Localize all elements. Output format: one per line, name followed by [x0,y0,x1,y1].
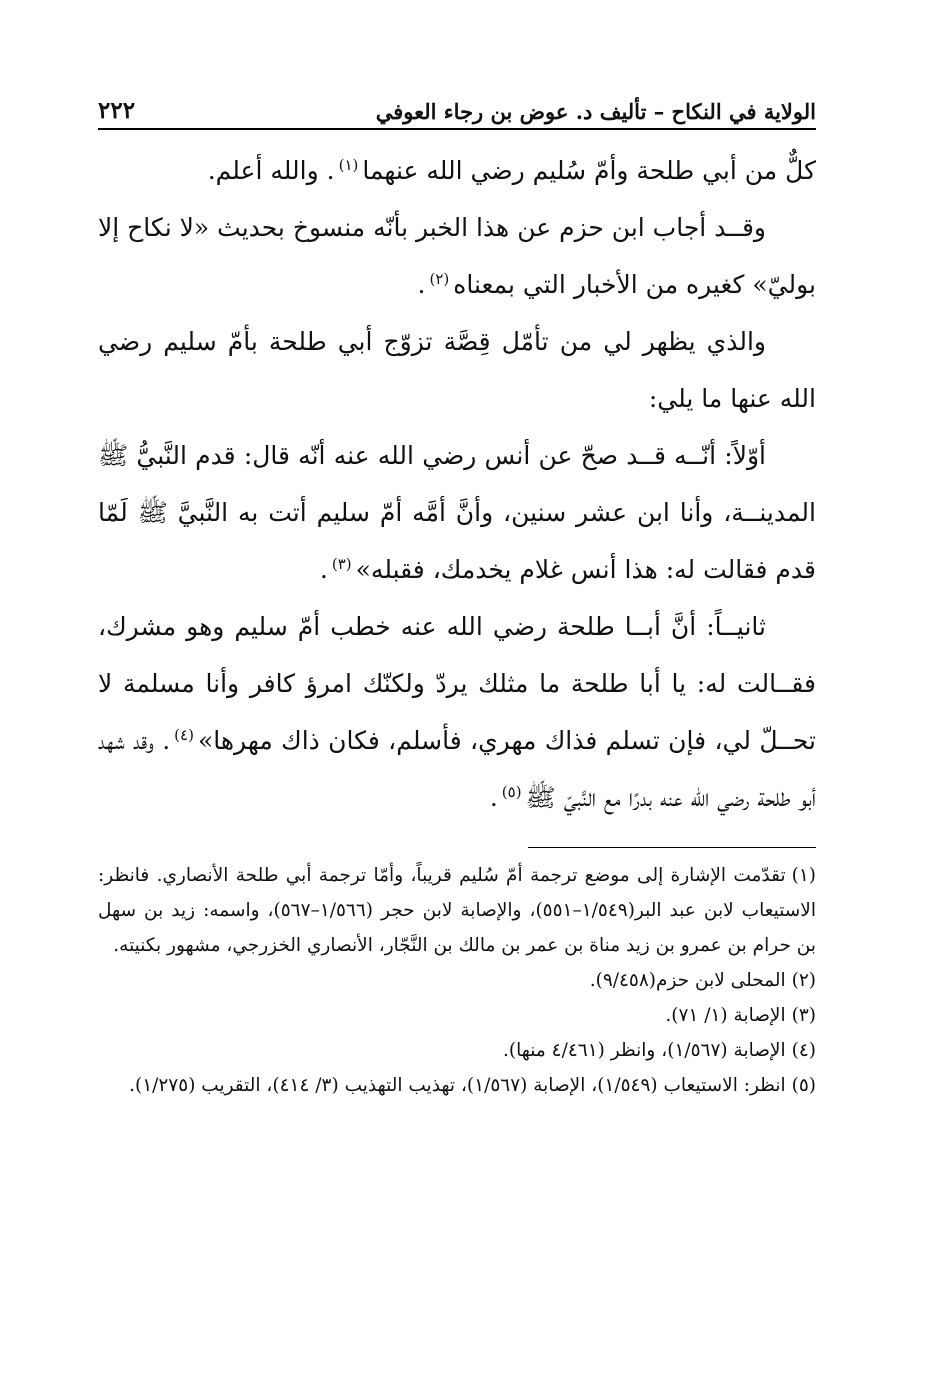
footnote-1-text: تقدّمت الإشارة إلى موضع ترجمة أمّ سُليم قريباً، وأمّا ترجمة أبي طلحة الأنصاري. فانظر: الاستيعاب لابن عبد البر(١/٥٤٩–٥٥١)، والإصابة لابن حجر (١/٥٦٦–٥٦٧)، واسمه: زيد بن سهل بن حرام بن عمرو بن زيد مناة بن عمر بن مالك بن النَّجّار، الأنصاري الخزرجي، مشهور بكنيته. [98,865,816,956]
paragraph-2 [98,199,816,313]
footnotes [98,858,816,1103]
footnote-marker-2: (٢) [429,269,450,288]
paragraph-5-text-b: . وقد شهد أبو طلحة رضي الله عنه بدرًا مع النَّبيّ ﷺ [98,726,816,812]
footnote-5-number: (٥) [791,1075,816,1096]
footnote-5 [98,1068,816,1103]
header-title: الولاية في النكاح – تأليف د. عوض بن رجاء العوفي [375,99,816,124]
footnote-3-text: الإصابة (١/ ٧١). [665,1005,786,1026]
paragraph-2-text-b: . [417,270,426,299]
footnote-marker-1: (١) [338,155,359,174]
paragraph-1-text-b: . والله أعلم. [207,156,335,185]
page-number: ٢٢٢ [98,97,136,124]
paragraph-5 [98,598,816,826]
paragraph-5-text-a: ثانيــاً: أنَّ أبــا طلحة رضي الله عنه خطب أمّ سليم وهو مشرك، فقــالت له: يا أبا طلحة ما مثلك يردّ ولكنّك امرؤ كافر وأنا مسلمة لا تحــلّ لي، فإن تسلم فذاك مهري، فأسلم، فكان ذاك مهرها» [98,612,816,755]
paragraph-4-text-b: . [319,555,328,584]
paragraph-3 [98,313,816,427]
footnote-5-text: انظر: الاستيعاب (١/٥٤٩)، الإصابة (١/٥٦٧)، تهذيب التهذيب (٣/ ٤١٤)، التقريب (١/٢٧٥). [129,1075,786,1096]
footnote-3 [98,998,816,1033]
paragraph-5-text-c: . [489,783,498,812]
footnote-marker-4: (٤) [174,725,194,744]
footnote-3-number: (٣) [791,1005,816,1026]
paragraph-4 [98,427,816,598]
paragraph-3-text: والذي يظهر لي من تأمّل قِصَّة تزوّج أبي طلحة بأمّ سليم رضي الله عنها ما يلي: [98,327,816,413]
paragraph-1-text-a: كلٌّ من أبي طلحة وأمّ سُليم رضي الله عنهما [362,156,816,185]
footnote-2 [98,963,816,998]
footnote-4-text: الإصابة (١/٥٦٧)، وانظر (٤/٤٦١ منها). [503,1040,786,1061]
footnote-marker-5: (٥) [501,782,522,801]
paragraph-4-text-a: أوّلاً: أنّــه قــد صحّ عن أنس رضي الله عنه أنّه قال: قدم النَّبيُّ ﷺ المدينــة، وأنا ابن عشر سنين، وأنَّ أمَّه أمّ سليم أتت به النَّبيَّ ﷺ لَمّا قدم فقالت له: هذا أنس غلام يخدمك، فقبله» [98,441,816,584]
footnote-4-number: (٤) [791,1040,816,1061]
paragraph-2-text-a: وقــد أجاب ابن حزم عن هذا الخبر بأنّه منسوخ بحديث «لا نكاح إلا بوليّ» كغيره من الأخبار التي بمعناه [98,213,816,299]
footnote-1-number: (١) [791,865,816,886]
running-header [98,88,816,130]
paragraph-1 [98,142,816,199]
footnote-2-text: المحلى لابن حزم(٩/٤٥٨). [589,970,786,991]
footnote-4 [98,1033,816,1068]
main-text [98,142,816,826]
footnote-marker-3: (٣) [331,554,352,573]
footnote-2-number: (٢) [791,970,816,991]
footnote-1 [98,858,816,963]
footnote-separator [528,847,816,848]
